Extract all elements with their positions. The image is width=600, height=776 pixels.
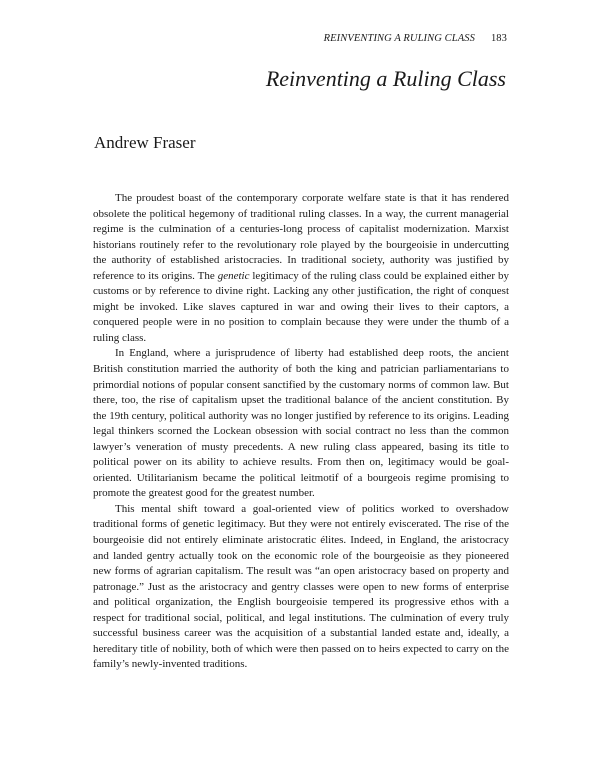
paragraph-1-text-a: The proudest boast of the contemporary corporate welfare state is that it has rendered obsolete the political hegemony of traditional ruling classes. In a way, the current managerial regime is the culmination of a centuries-long process of capitalist modernization. Marxist historians routinely refer to the revolutionary role played by the bourgeoisie in undercutting the authority of established aristocracies. In traditional society, authority was justified by reference to its origins. The (93, 192, 509, 282)
running-header (324, 33, 507, 44)
article-title: Reinventing a Ruling Class (265, 66, 506, 91)
paragraph-2: In England, where a jurisprudence of liberty had established deep roots, the ancient British constitution married the authority of both the king and patrician parliamentarians to primordial notions of popular consent sanctified by the customary norms of common law. But there, too, the rise of capitalism upset the traditional balance of the ancient constitution. By the 19th century, political authority was no longer justified by reference to its origins. Leading legal thinkers scorned the Lockean obsession with social contract no less than the common lawyer’s veneration of musty precedents. A new ruling class appeared, basing its title to political power on its ability to achieve results. From then on, legitimacy would be goal-oriented. Utilitarianism became the political leitmotif of a bourgeois regime promising to promote the greatest good for the greatest number. (93, 347, 509, 500)
page-number: 183 (490, 33, 507, 44)
emphasis-genetic: genetic (217, 269, 250, 282)
paragraph-3: This mental shift toward a goal-oriented view of politics worked to overshadow traditional forms of genetic legitimacy. But they were not entirely eviscerated. The rise of the bourgeoisie did not entirely eliminate aristocratic élites. Indeed, in England, the aristocracy and landed gentry actually took on the economic role of the bourgeoisie as they pioneered new forms of agrarian capitalism. The result was “an open aristocracy based on property and patronage.” Just as the aristocracy and gentry classes were open to new forms of enterprise and political organization, the English bourgeoisie tempered its progressive ethos with a respect for traditional social, political, and legal institutions. The culmination of every truly successful business career was the acquisition of a substantial landed estate and, ideally, a hereditary title of nobility, both of which were then passed on to heirs expected to carry on the family’s newly-invented traditions. (93, 502, 509, 671)
running-title: REINVENTING A RULING CLASS (323, 33, 475, 44)
article-body (93, 191, 509, 673)
paragraph-1 (93, 191, 509, 346)
paragraph-1-text-b: legitimacy of the ruling class could be explained either by customs or by reference to divine right. Lacking any other justification, the right of conquest might be invoked. Like slaves captured in war and owing their lives to their captors, a conquered people were in no position to complain because they were under the thumb of a ruling class. (93, 269, 509, 344)
article-author: Andrew Fraser (94, 133, 196, 152)
